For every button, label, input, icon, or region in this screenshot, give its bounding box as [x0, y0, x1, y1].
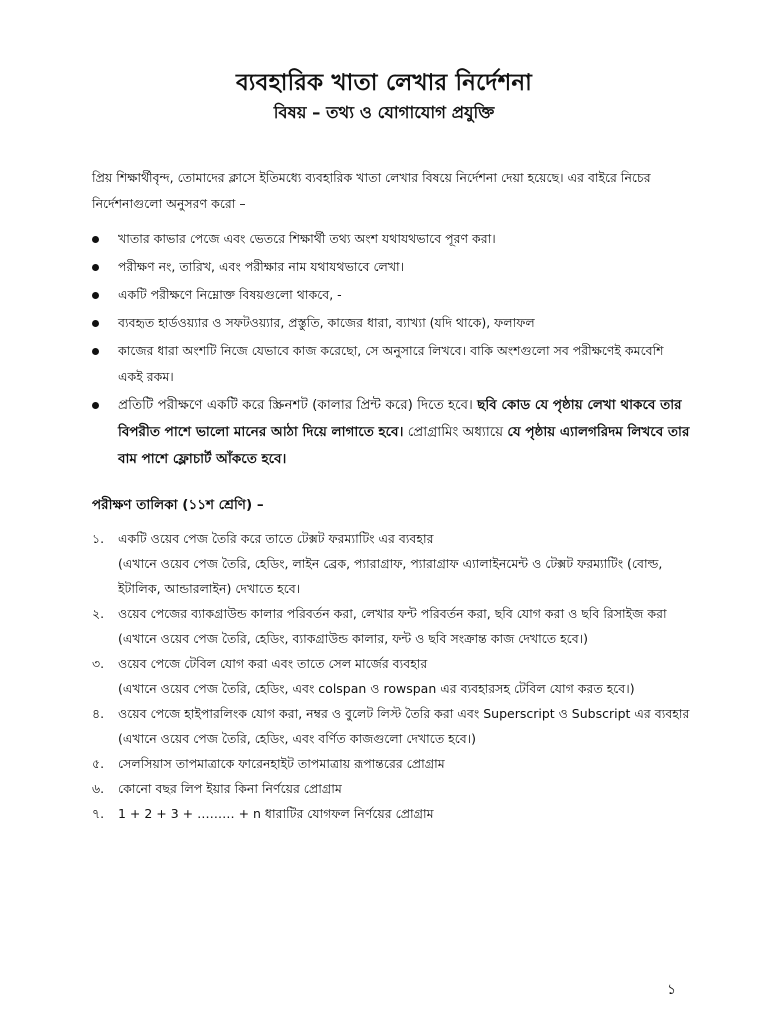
experiment-title: 1 + 2 + 3 + ……… + n ধারাটির যোগফল নির্ণয়ের প্রোগ্রাম: [118, 806, 434, 821]
bullet-item: [92, 338, 692, 390]
experiment-number: ৭.: [92, 806, 105, 821]
bullet-dot-icon: [92, 264, 99, 271]
experiment-item: [92, 751, 692, 776]
experiment-title: ওয়েব পেজের ব্যাকগ্রাউন্ড কালার পরিবর্তন করা, লেখার ফন্ট পরিবর্তন করা, ছবি যোগ করা ও ছবি রিসাইজ করা: [118, 606, 667, 621]
experiment-item: [92, 801, 692, 826]
document-subtitle: বিষয় – তথ্য ও যোগাযোগ প্রযুক্তি: [273, 103, 495, 122]
instruction-bullet-list: [92, 226, 692, 473]
bullet-text-bold: ছবি কোড যে পৃষ্ঠায় লেখা থাকবে তার বিপরীত পাশে ভালো মানের আঠা দিয়ে লাগাতে হবে।: [118, 397, 682, 440]
experiment-number: ১.: [92, 531, 105, 546]
bullet-item: [92, 310, 692, 336]
experiment-title: ওয়েব পেজে হাইপারলিংক যোগ করা, নম্বর ও বুলেট লিস্ট তৈরি করা এবং Superscript ও Subscript এর ব্যবহার: [118, 706, 690, 721]
bullet-item: [92, 226, 692, 252]
experiment-number: ৫.: [92, 756, 105, 771]
experiment-list: [92, 526, 692, 826]
bullet-text: কাজের ধারা অংশটি নিজে যেভাবে কাজ করেছো, সে অনুসারে লিখবে। বাকি অংশগুলো সব পরীক্ষণেই কমবেশি একই রকম।: [118, 343, 664, 384]
experiment-number: ৩.: [92, 656, 105, 671]
bullet-item: [92, 392, 692, 473]
experiment-number: ২.: [92, 606, 105, 621]
bullet-dot-icon: [92, 292, 99, 299]
bullet-dot-icon: [92, 402, 99, 409]
experiment-item: [92, 651, 692, 701]
experiment-title: ওয়েব পেজে টেবিল যোগ করা এবং তাতে সেল মার্জের ব্যবহার: [118, 656, 428, 671]
experiment-list-heading: পরীক্ষণ তালিকা (১১শ শ্রেণি) –: [92, 497, 264, 513]
experiment-item: [92, 601, 692, 651]
bullet-item: [92, 282, 692, 308]
bullet-text: খাতার কাভার পেজে এবং ভেতরে শিক্ষার্থী তথ্য অংশ যথাযথভাবে পূরণ করা।: [118, 231, 496, 246]
document-title: ব্যবহারিক খাতা লেখার নির্দেশনা: [235, 70, 532, 96]
experiment-number: ৬.: [92, 781, 105, 796]
bullet-dot-icon: [92, 348, 99, 355]
intro-paragraph: প্রিয় শিক্ষার্থীবৃন্দ, তোমাদের ক্লাসে ইতিমধ্যে ব্যবহারিক খাতা লেখার বিষয়ে নির্দেশনা দেয়া হয়েছে। এর বাইরে নিচের নির্দেশনাগুলো অনুসরণ করো –: [92, 170, 651, 211]
experiment-note: (এখানে ওয়েব পেজ তৈরি, হেডিং, ব্যাকগ্রাউন্ড কালার, ফন্ট ও ছবি সংক্রান্ত কাজ দেখাতে হবে।): [118, 631, 589, 646]
experiment-title: সেলসিয়াস তাপমাত্রাকে ফারেনহাইট তাপমাত্রায় রূপান্তরের প্রোগ্রাম: [118, 756, 445, 771]
experiment-title: একটি ওয়েব পেজ তৈরি করে তাতে টেক্সট ফরম্যাটিং এর ব্যবহার: [118, 531, 434, 546]
bullet-dot-icon: [92, 236, 99, 243]
experiment-item: [92, 776, 692, 801]
bullet-text-part: প্রতিটি পরীক্ষণে একটি করে স্ক্রিনশট (কালার প্রিন্ট করে) দিতে হবে।: [118, 397, 478, 413]
bullet-text-part: প্রোগ্রামিং অধ্যায়ে: [403, 424, 508, 440]
bullet-text: পরীক্ষণ নং, তারিখ, এবং পরীক্ষার নাম যথাযথভাবে লেখা।: [118, 259, 405, 274]
page-number: ১: [667, 982, 677, 998]
bullet-item: [92, 254, 692, 280]
experiment-number: ৪.: [92, 706, 105, 721]
experiment-note: (এখানে ওয়েব পেজ তৈরি, হেডিং, এবং colspan ও rowspan এর ব্যবহারসহ টেবিল যোগ করত হবে।): [118, 681, 635, 696]
experiment-note: (এখানে ওয়েব পেজ তৈরি, হেডিং, লাইন ব্রেক, প্যারাগ্রাফ, প্যারাগ্রাফ এ্যালাইনমেন্ট ও টেক্সট ফরম্যাটিং (বোল্ড, ইটালিক, আন্ডারলাইন) দেখাতে হবে।: [118, 556, 663, 596]
experiment-item: [92, 701, 692, 751]
bullet-dot-icon: [92, 320, 99, 327]
experiment-note: (এখানে ওয়েব পেজ তৈরি, হেডিং, এবং বর্ণিত কাজগুলো দেখাতে হবে।): [118, 731, 477, 746]
bullet-text-bold: যে পৃষ্ঠায় এ্যালগরিদম লিখবে তার বাম পাশে ফ্লোচার্ট আঁকতে হবে।: [118, 424, 690, 467]
bullet-text: ব্যবহৃত হার্ডওয়্যার ও সফটওয়্যার, প্রস্তুতি, কাজের ধারা, ব্যাখ্যা (যদি থাকে), ফলাফল: [118, 315, 535, 330]
experiment-item: [92, 526, 692, 601]
bullet-text: একটি পরীক্ষণে নিম্নোক্ত বিষয়গুলো থাকবে, -: [118, 287, 342, 302]
experiment-title: কোনো বছর লিপ ইয়ার কিনা নির্ণয়ের প্রোগ্রাম: [118, 781, 342, 796]
